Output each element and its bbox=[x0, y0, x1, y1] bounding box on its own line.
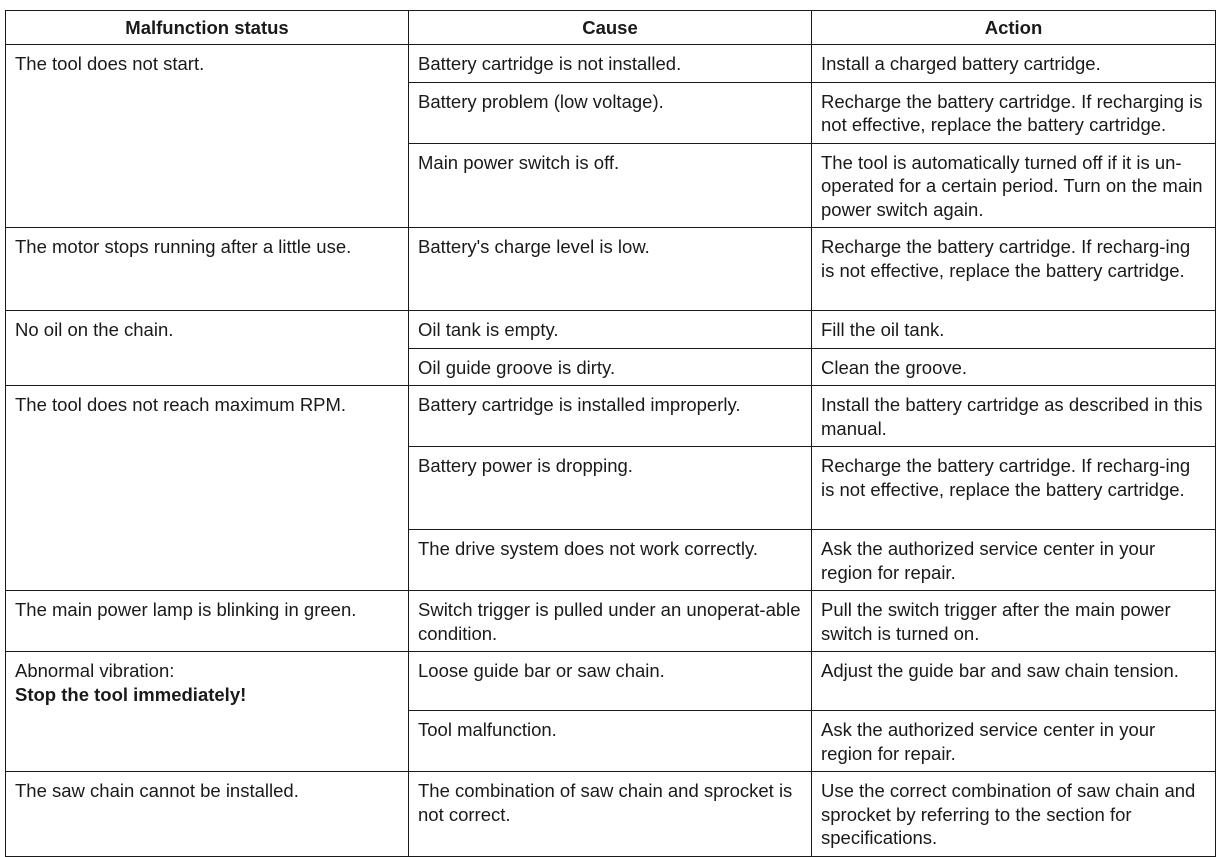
action-cell: Install a charged battery cartridge. bbox=[812, 45, 1216, 83]
cause-cell: Battery cartridge is not installed. bbox=[409, 45, 812, 83]
action-cell: Clean the groove. bbox=[812, 348, 1216, 386]
action-cell: Recharge the battery cartridge. If recharging is not effective, replace the battery cartridge. bbox=[812, 82, 1216, 143]
table-row bbox=[6, 591, 1216, 652]
action-cell: Adjust the guide bar and saw chain tension. bbox=[812, 652, 1216, 711]
status-cell: No oil on the chain. bbox=[6, 311, 409, 386]
action-cell: Install the battery cartridge as described in this manual. bbox=[812, 386, 1216, 447]
action-cell: Recharge the battery cartridge. If recharg-ing is not effective, replace the battery cartridge. bbox=[812, 228, 1216, 311]
action-cell: Ask the authorized service center in your region for repair. bbox=[812, 530, 1216, 591]
cause-cell: Loose guide bar or saw chain. bbox=[409, 652, 812, 711]
cause-cell: The combination of saw chain and sprocket is not correct. bbox=[409, 772, 812, 857]
status-cell: The motor stops running after a little use. bbox=[6, 228, 409, 311]
cause-cell: Oil tank is empty. bbox=[409, 311, 812, 349]
troubleshooting-table-container bbox=[5, 10, 1215, 857]
cause-cell: Battery power is dropping. bbox=[409, 447, 812, 530]
action-cell: Use the correct combination of saw chain and sprocket by referring to the section for specifications. bbox=[812, 772, 1216, 857]
status-cell: The tool does not start. bbox=[6, 45, 409, 228]
table-row bbox=[6, 311, 1216, 349]
header-row bbox=[6, 11, 1216, 45]
status-cell: The tool does not reach maximum RPM. bbox=[6, 386, 409, 591]
table-row bbox=[6, 228, 1216, 311]
cause-cell: Tool malfunction. bbox=[409, 711, 812, 772]
cause-cell: Oil guide groove is dirty. bbox=[409, 348, 812, 386]
cause-cell: The drive system does not work correctly. bbox=[409, 530, 812, 591]
action-cell: Pull the switch trigger after the main power switch is turned on. bbox=[812, 591, 1216, 652]
status-warning: Stop the tool immediately! bbox=[15, 683, 247, 705]
action-cell: Ask the authorized service center in your region for repair. bbox=[812, 711, 1216, 772]
header-malfunction-status: Malfunction status bbox=[6, 11, 409, 45]
troubleshooting-table bbox=[5, 10, 1216, 857]
cause-cell: Battery problem (low voltage). bbox=[409, 82, 812, 143]
table-row bbox=[6, 386, 1216, 447]
table-row bbox=[6, 45, 1216, 83]
table-row bbox=[6, 652, 1216, 711]
table-row bbox=[6, 772, 1216, 857]
status-cell bbox=[6, 652, 409, 772]
cause-cell: Main power switch is off. bbox=[409, 143, 812, 228]
status-cell: The saw chain cannot be installed. bbox=[6, 772, 409, 857]
cause-cell: Battery cartridge is installed improperly. bbox=[409, 386, 812, 447]
cause-cell: Battery's charge level is low. bbox=[409, 228, 812, 311]
header-cause: Cause bbox=[409, 11, 812, 45]
header-action: Action bbox=[812, 11, 1216, 45]
action-cell: Recharge the battery cartridge. If recharg-ing is not effective, replace the battery cartridge. bbox=[812, 447, 1216, 530]
cause-cell: Switch trigger is pulled under an unoperat-able condition. bbox=[409, 591, 812, 652]
status-cell: The main power lamp is blinking in green. bbox=[6, 591, 409, 652]
status-text: Abnormal vibration: bbox=[15, 660, 175, 681]
action-cell: The tool is automatically turned off if it is un-operated for a certain period. Turn on the main power switch again. bbox=[812, 143, 1216, 228]
action-cell: Fill the oil tank. bbox=[812, 311, 1216, 349]
